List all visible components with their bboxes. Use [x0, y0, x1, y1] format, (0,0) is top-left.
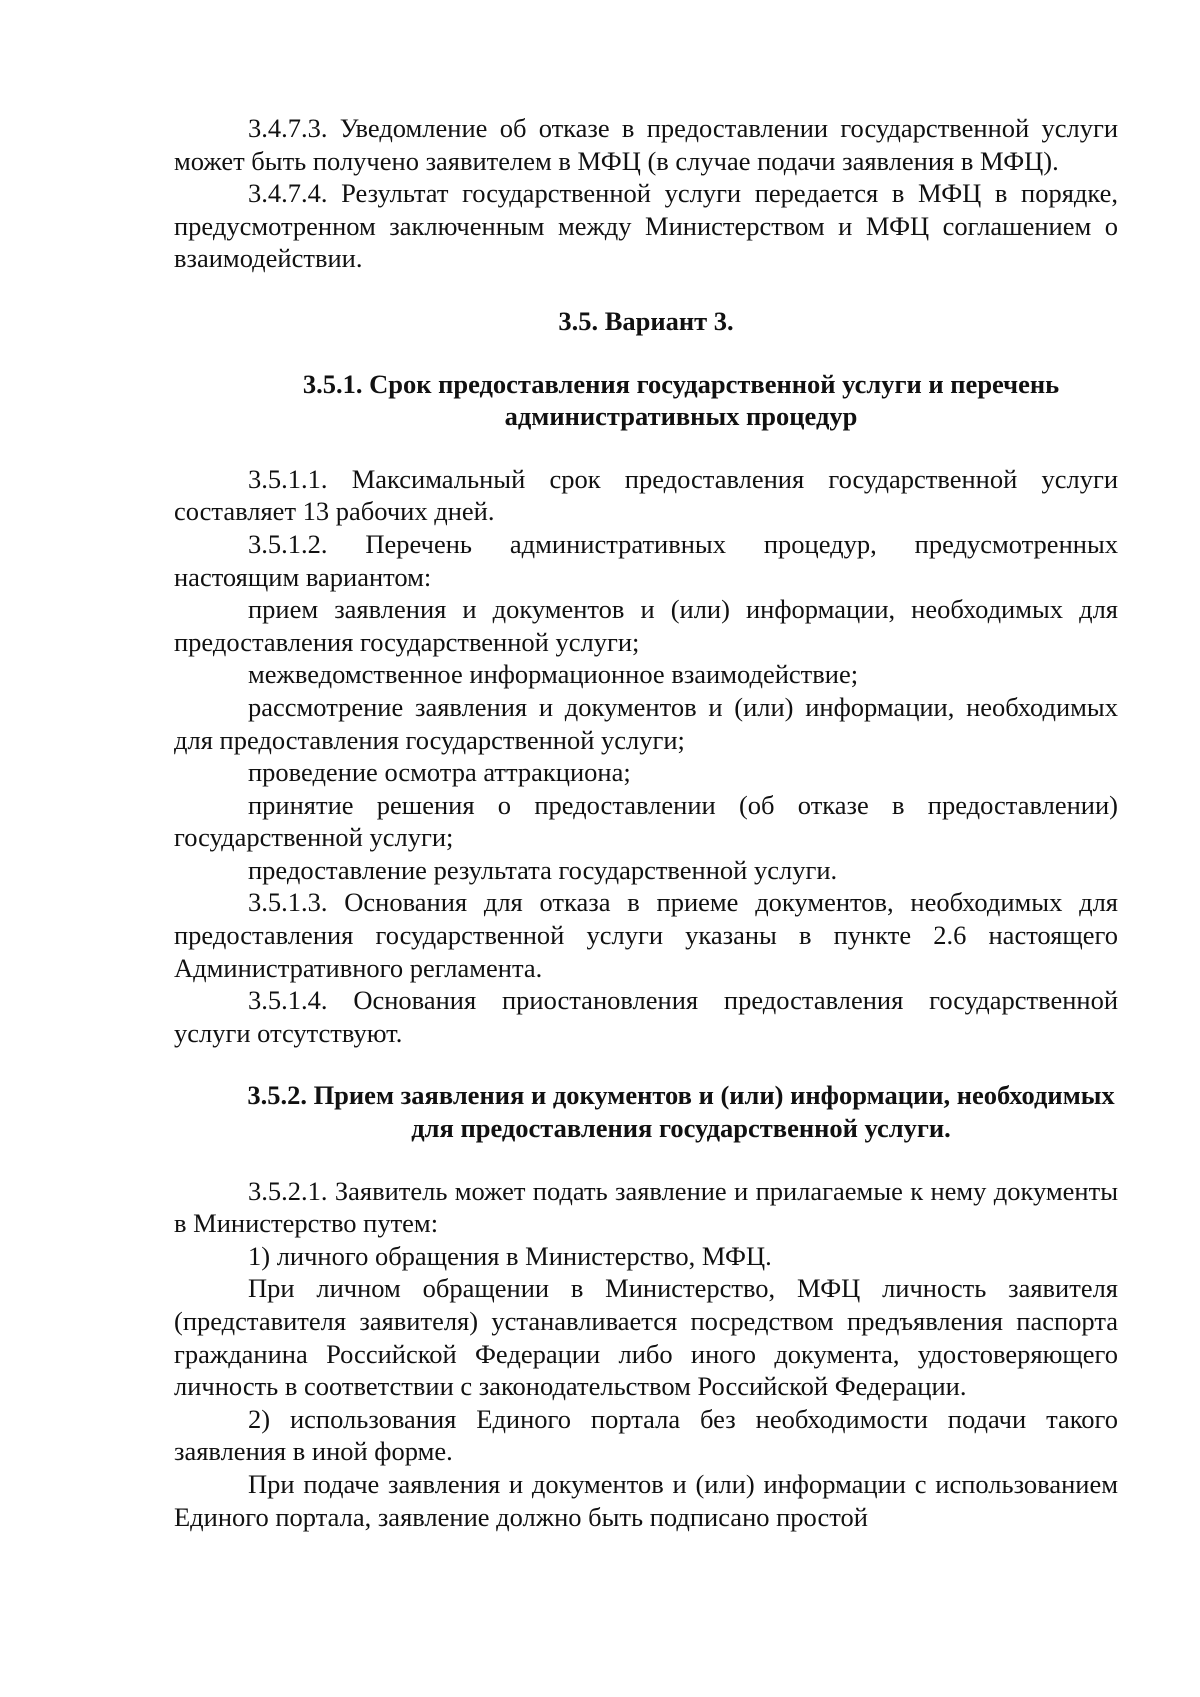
list-item-method-1: 1) личного обращения в Министерство, МФЦ.: [248, 1240, 772, 1271]
list-item-procedure: предоставление результата государственной услуги.: [248, 854, 838, 885]
document-page: [174, 112, 1118, 1533]
heading-variant-3: 3.5. Вариант 3.: [558, 305, 734, 336]
paragraph-3-5-2-1: 3.5.2.1. Заявитель может подать заявление и прилагаемые к нему документы в Министерство путем:: [174, 1175, 1118, 1239]
paragraph-3-5-1-3: 3.5.1.3. Основания для отказа в приеме документов, необходимых для предоставления государственной услуги указаны в пункте 2.6 настоящего Административного регламента.: [174, 887, 1118, 983]
list-item-procedure: проведение осмотра аттракциона;: [248, 757, 631, 788]
paragraph-3-4-7-4: 3.4.7.4. Результат государственной услуги передается в МФЦ в порядке, предусмотренном заключенным между Министерством и МФЦ соглашением о взаимодействии.: [174, 178, 1118, 274]
list-item-procedure: межведомственное информационное взаимодействие;: [248, 659, 859, 690]
heading-3-5-1: 3.5.1. Срок предоставления государственной услуги и перечень административных процедур: [302, 368, 1060, 432]
list-item-procedure: прием заявления и документов и (или) информации, необходимых для предоставления государственной услуги;: [174, 594, 1118, 657]
paragraph-3-4-7-3: 3.4.7.3. Уведомление об отказе в предоставлении государственной услуги может быть получено заявителем в МФЦ (в случае подачи заявления в МФЦ).: [174, 113, 1118, 176]
list-item-procedure: принятие решения о предоставлении (об отказе в предоставлении) государственной услуги;: [174, 789, 1118, 853]
list-item-method-2: 2) использования Единого портала без необходимости подачи такого заявления в иной форме.: [174, 1403, 1118, 1467]
list-item-procedure: рассмотрение заявления и документов и (или) информации, необходимых для предоставления государственной услуги;: [174, 691, 1118, 755]
paragraph-3-5-1-2: 3.5.1.2. Перечень административных процедур, предусмотренных настоящим вариантом:: [174, 528, 1118, 592]
paragraph-3-5-1-1: 3.5.1.1. Максимальный срок предоставления государственной услуги составляет 13 рабочих дней.: [174, 463, 1118, 527]
paragraph-portal-submission: При подаче заявления и документов и (или) информации с использованием Единого портала, заявление должно быть подписано простой: [174, 1468, 1118, 1532]
paragraph-3-5-1-4: 3.5.1.4. Основания приостановления предоставления государственной услуги отсутствуют.: [174, 985, 1118, 1048]
paragraph-personal-visit: При личном обращении в Министерство, МФЦ личность заявителя (представителя заявителя) устанавливается посредством предъявления паспорта гражданина Российской Федерации либо иного документа, удостоверяющего личность в соответствии с законодательством Российской Федерации.: [174, 1273, 1118, 1402]
heading-3-5-2: 3.5.2. Прием заявления и документов и (или) информации, необходимых для предоставления государственной услуги.: [247, 1080, 1115, 1144]
